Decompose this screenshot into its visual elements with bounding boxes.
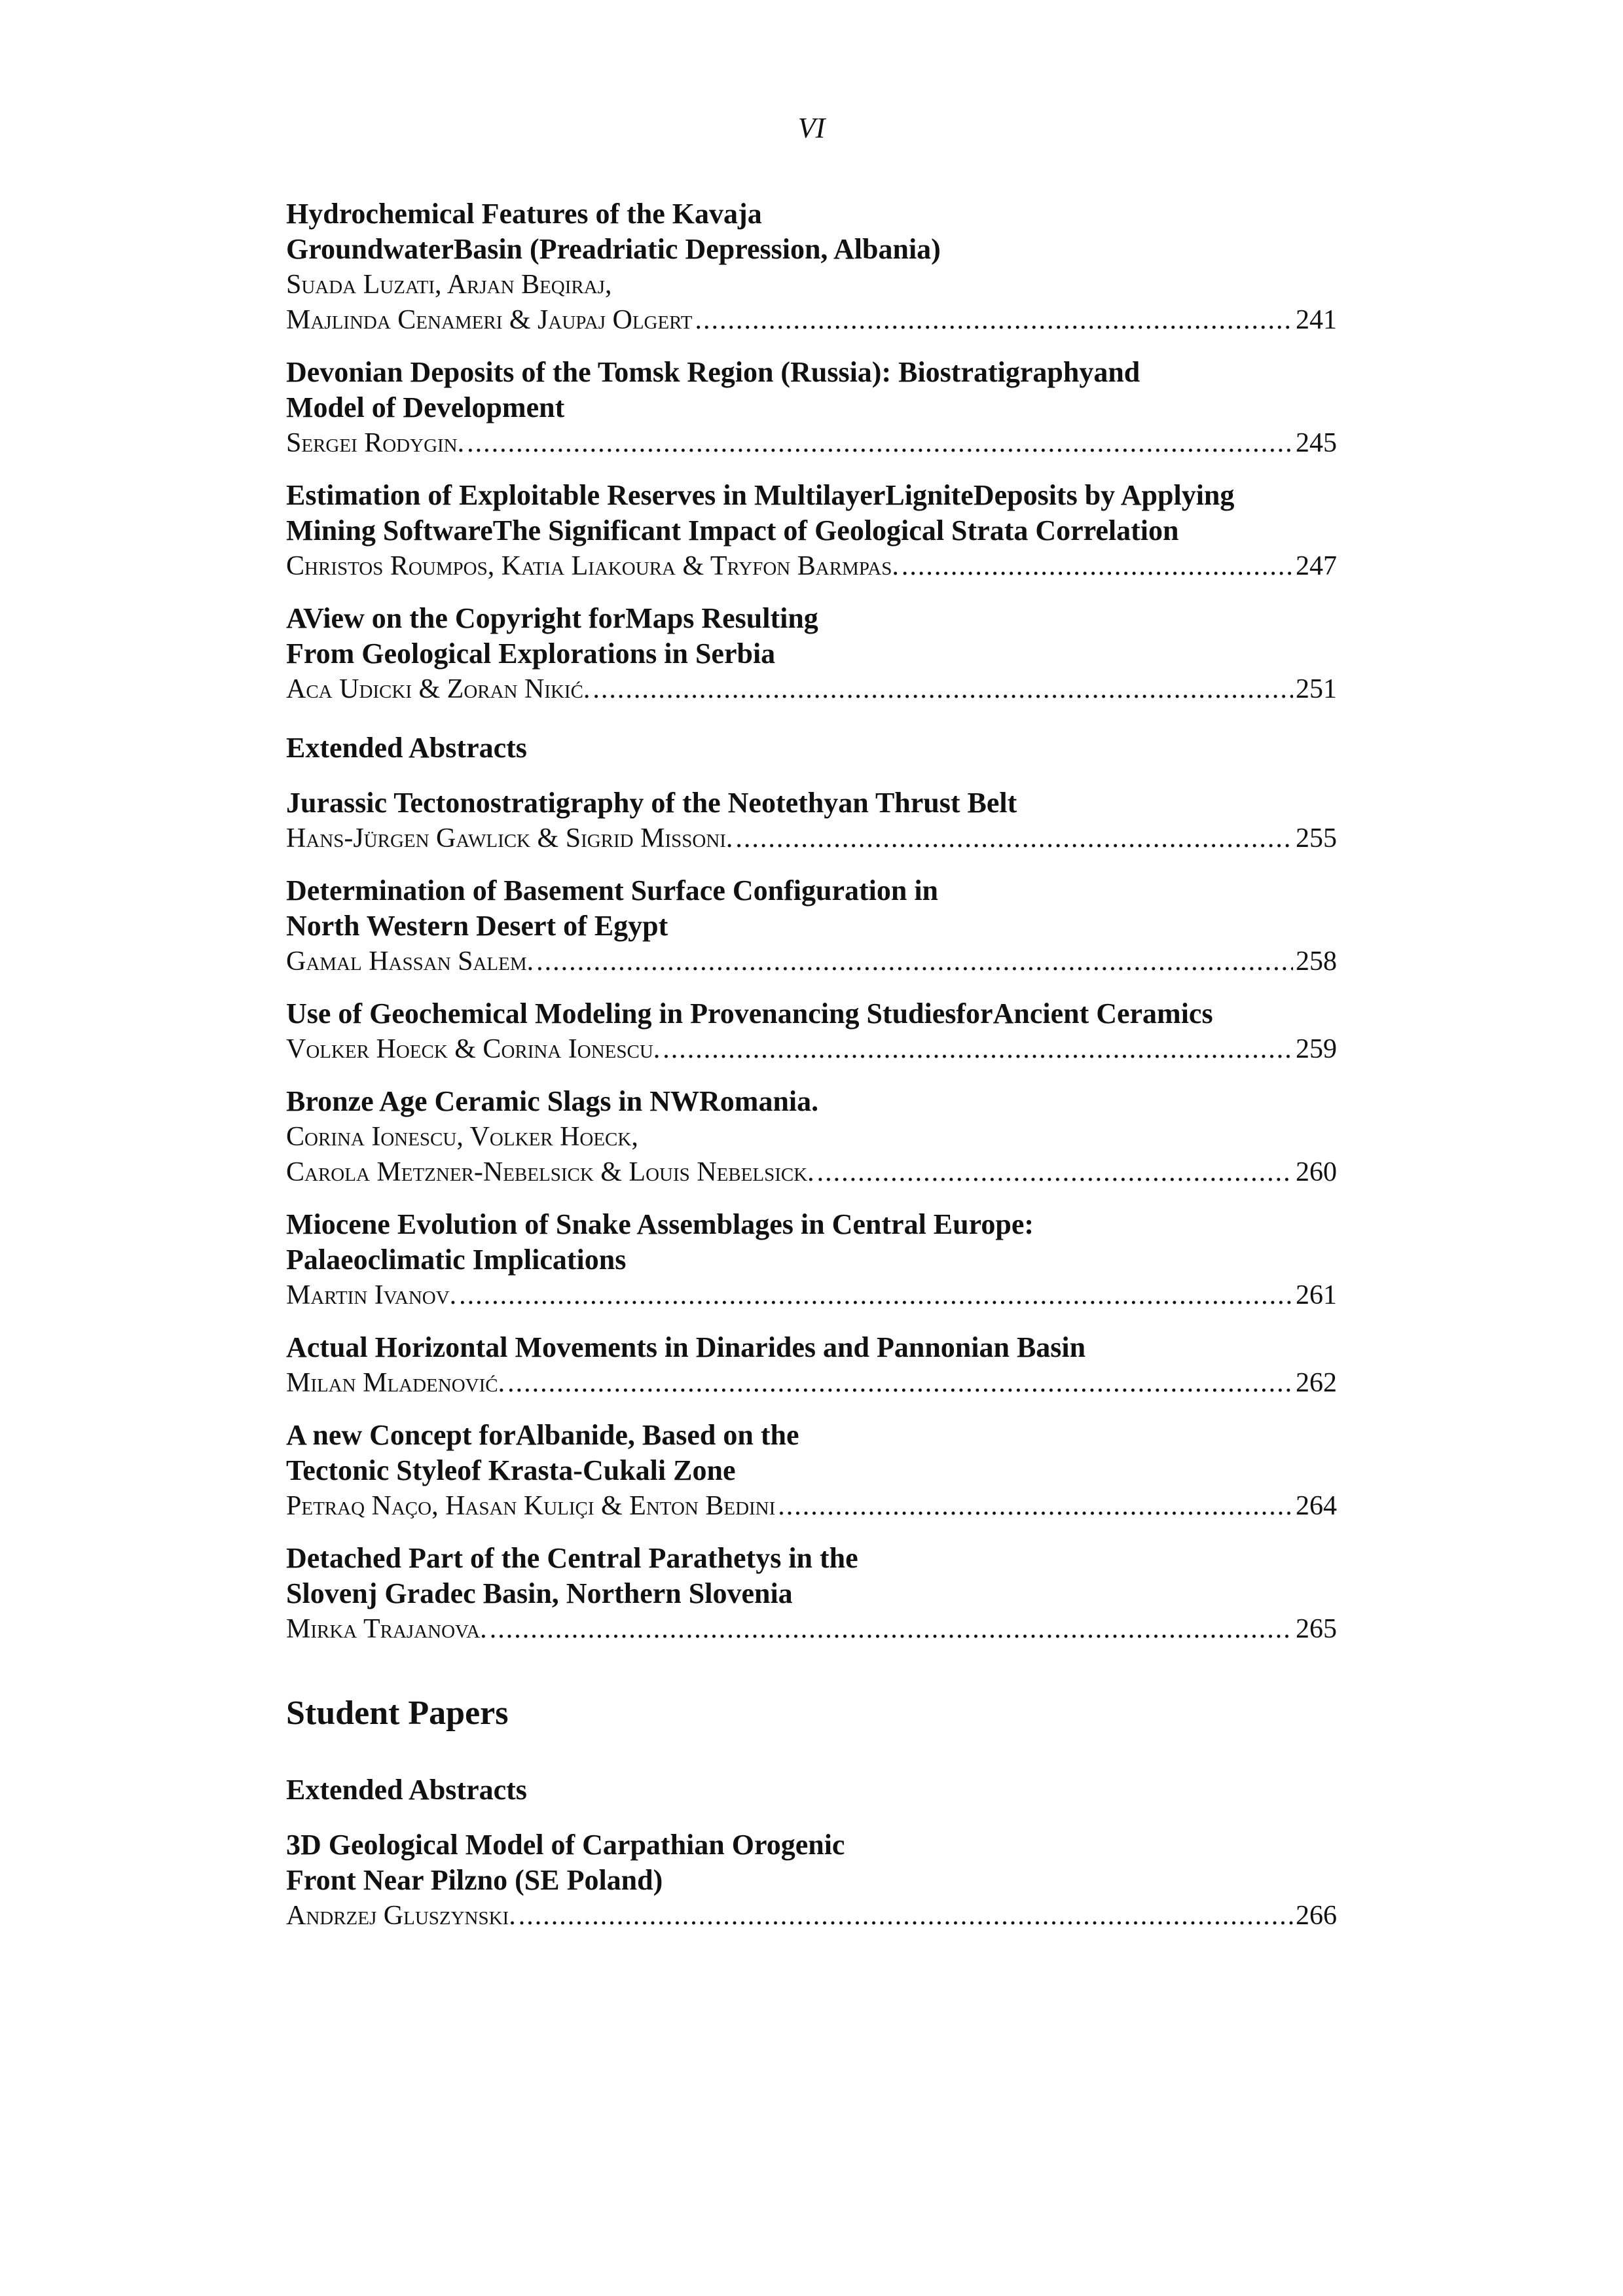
- toc-entry-page-number[interactable]: 262: [1296, 1368, 1337, 1398]
- toc-entry-title: Detached Part of the Central Parathetys in the: [286, 1542, 858, 1574]
- toc-entry-page-number[interactable]: 259: [1296, 1034, 1337, 1064]
- page-number: VI: [797, 112, 826, 144]
- toc-entry-author-line: [286, 1611, 1337, 1647]
- toc-entry-author-line: [286, 944, 1337, 979]
- toc-entry: [286, 355, 1337, 461]
- toc-entry-author-line: [286, 302, 1337, 338]
- toc-entry-page-number[interactable]: 251: [1296, 674, 1337, 704]
- toc-entry-authors: Majlinda Cenameri & Jaupaj Olgert: [286, 305, 693, 335]
- toc-entry-title: Actual Horizontal Movements in Dinarides and Pannonian Basin: [286, 1331, 1086, 1363]
- toc-entry-author-line: [286, 1898, 1337, 1933]
- toc-entry-authors: Martin Ivanov.: [286, 1280, 457, 1310]
- toc-entry-title: Use of Geochemical Modeling in Provenancing StudiesforAncient Ceramics: [286, 997, 1213, 1030]
- toc-entry-authors: Volker Hoeck & Corina Ionescu.: [286, 1034, 661, 1064]
- toc-entry-author-line: [286, 1365, 1337, 1401]
- toc-entry-page-number[interactable]: 247: [1296, 551, 1337, 581]
- toc-entry: [286, 873, 1337, 979]
- toc-entry: [286, 1827, 1337, 1933]
- dot-leader: [663, 1031, 1293, 1067]
- toc-entry-title: Tectonic Styleof Krasta-Cukali Zone: [286, 1454, 736, 1486]
- toc-entry: [286, 1418, 1337, 1524]
- toc-entry-authors: Petraq Naço, Hasan Kuliçi & Enton Bedini: [286, 1491, 776, 1521]
- toc-entry-author-line: [286, 1155, 1337, 1190]
- toc-entry-title: Determination of Basement Surface Configuration in: [286, 874, 939, 906]
- toc-entry-title: GroundwaterBasin (Preadriatic Depression, Albania): [286, 233, 941, 265]
- toc-entry-page-number[interactable]: 265: [1296, 1614, 1337, 1644]
- dot-leader: [817, 1155, 1293, 1190]
- toc-entry: [286, 1541, 1337, 1647]
- toc-entry-authors: Carola Metzner-Nebelsick & Louis Nebelsick.: [286, 1157, 814, 1187]
- section-heading-student-papers: Student Papers: [286, 1695, 509, 1732]
- toc-entry-title: Model of Development: [286, 391, 565, 423]
- section-subheading-extended-abstracts: Extended Abstracts: [286, 732, 527, 764]
- toc-entry-title: Hydrochemical Features of the Kavaja: [286, 198, 762, 230]
- toc-entry-author-line: [286, 1031, 1337, 1067]
- toc-entry-authors: Andrzej Gluszynski.: [286, 1901, 516, 1931]
- toc-entry: [286, 196, 1337, 338]
- toc-entry-title: Bronze Age Ceramic Slags in NWRomania.: [286, 1085, 819, 1117]
- table-of-contents: [286, 196, 1337, 1950]
- toc-entry-author-line: [286, 1488, 1337, 1524]
- toc-entry-title: From Geological Explorations in Serbia: [286, 637, 776, 670]
- toc-entry-title: 3D Geological Model of Carpathian Orogenic: [286, 1829, 845, 1861]
- dot-leader: [490, 1611, 1293, 1647]
- toc-entry-authors: Suada Luzati, Arjan Beqiraj,: [286, 270, 612, 300]
- toc-entry-page-number[interactable]: 245: [1296, 428, 1337, 458]
- toc-entry: [286, 996, 1337, 1067]
- toc-entry-title: Slovenj Gradec Basin, Northern Slovenia: [286, 1577, 793, 1609]
- dot-leader: [593, 672, 1293, 707]
- toc-group-1: [286, 196, 1337, 707]
- toc-entry-page-number[interactable]: 255: [1296, 823, 1337, 853]
- toc-entry-authors: Mirka Trajanova.: [286, 1614, 487, 1644]
- dot-leader: [536, 944, 1293, 979]
- dot-leader: [519, 1898, 1293, 1933]
- toc-entry-page-number[interactable]: 241: [1296, 305, 1337, 335]
- dot-leader: [902, 548, 1293, 584]
- toc-entry-author-line: [286, 425, 1337, 461]
- toc-entry-title: Estimation of Exploitable Reserves in MultilayerLigniteDeposits by Applying: [286, 479, 1235, 511]
- toc-entry: [286, 1330, 1337, 1401]
- toc-entry-author-line: [286, 672, 1337, 707]
- toc-entry-authors: Corina Ionescu, Volker Hoeck,: [286, 1122, 638, 1152]
- toc-entry-title: Mining SoftwareThe Significant Impact of Geological Strata Correlation: [286, 514, 1179, 547]
- toc-group-3: [286, 1827, 1337, 1933]
- dot-leader: [735, 821, 1293, 856]
- toc-entry-authors: Gamal Hassan Salem.: [286, 946, 534, 977]
- toc-entry-authors: Sergei Rodygin.: [286, 428, 465, 458]
- toc-entry-title: A new Concept forAlbanide, Based on the: [286, 1419, 799, 1451]
- toc-entry: [286, 1207, 1337, 1313]
- dot-leader: [459, 1278, 1293, 1313]
- toc-entry-title: Jurassic Tectonostratigraphy of the Neotethyan Thrust Belt: [286, 787, 1017, 819]
- toc-entry-page-number[interactable]: 266: [1296, 1901, 1337, 1931]
- dot-leader: [467, 425, 1293, 461]
- toc-entry: [286, 785, 1337, 856]
- toc-entry: [286, 478, 1337, 584]
- toc-entry-authors: Milan Mladenović.: [286, 1368, 505, 1398]
- toc-entry: [286, 601, 1337, 707]
- toc-entry: [286, 1084, 1337, 1190]
- toc-entry-author-line: [286, 548, 1337, 584]
- toc-entry-title: Palaeoclimatic Implications: [286, 1244, 627, 1276]
- toc-entry-author-line: [286, 1278, 1337, 1313]
- toc-entry-page-number[interactable]: 258: [1296, 946, 1337, 977]
- section-subheading-extended-abstracts-2: Extended Abstracts: [286, 1774, 527, 1806]
- dot-leader: [695, 302, 1294, 338]
- toc-group-2: [286, 785, 1337, 1647]
- toc-entry-author-line: [286, 821, 1337, 856]
- toc-entry-page-number[interactable]: 260: [1296, 1157, 1337, 1187]
- toc-entry-title: Devonian Deposits of the Tomsk Region (Russia): Biostratigraphyand: [286, 356, 1140, 388]
- toc-entry-authors: Aca Udicki & Zoran Nikić.: [286, 674, 591, 704]
- toc-entry-authors: Hans-Jürgen Gawlick & Sigrid Missoni.: [286, 823, 733, 853]
- toc-entry-page-number[interactable]: 264: [1296, 1491, 1337, 1521]
- dot-leader: [778, 1488, 1293, 1524]
- toc-entry-title: North Western Desert of Egypt: [286, 910, 668, 942]
- toc-entry-title: AView on the Copyright forMaps Resulting: [286, 602, 818, 634]
- dot-leader: [507, 1365, 1293, 1401]
- toc-entry-title: Front Near Pilzno (SE Poland): [286, 1864, 663, 1896]
- toc-entry-page-number[interactable]: 261: [1296, 1280, 1337, 1310]
- toc-entry-title: Miocene Evolution of Snake Assemblages in Central Europe:: [286, 1208, 1034, 1240]
- toc-entry-authors: Christos Roumpos, Katia Liakoura & Tryfon Barmpas.: [286, 551, 899, 581]
